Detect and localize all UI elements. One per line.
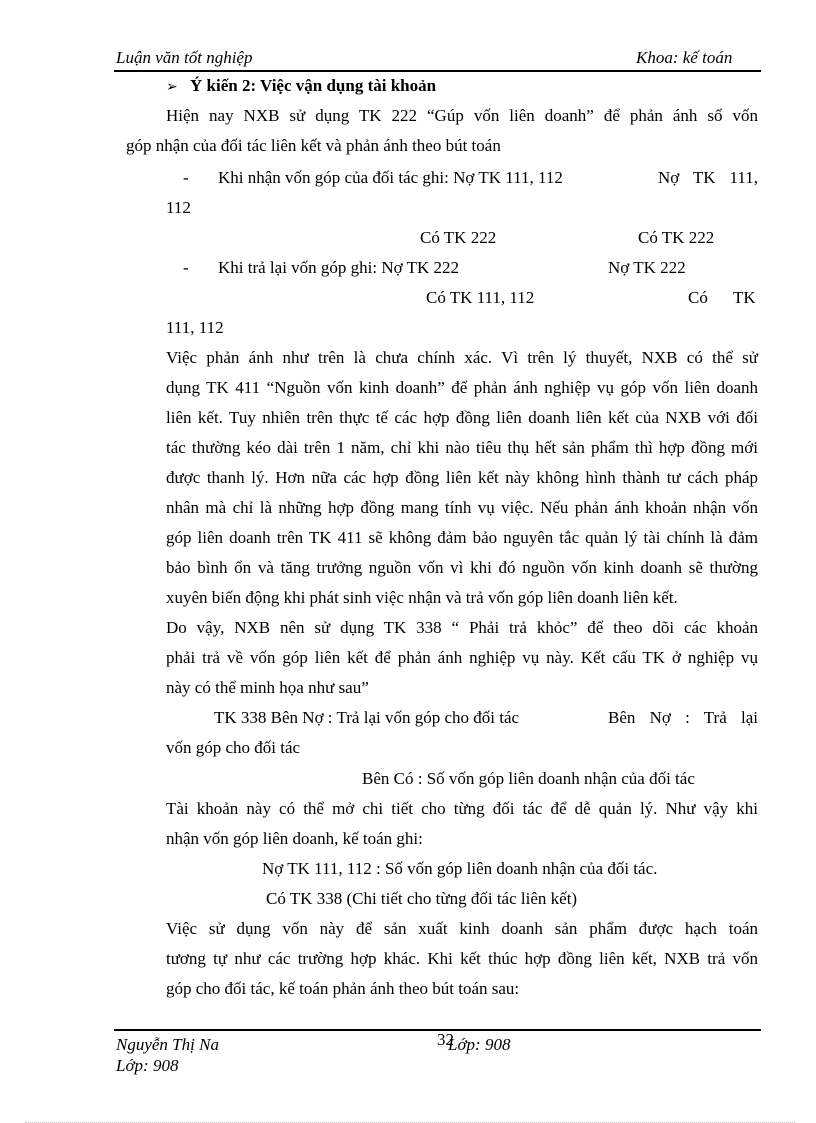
entry-credit-dup: Có	[688, 288, 708, 307]
footer-class: Lớp: 908	[448, 1035, 511, 1054]
entry-debit-dup: Nợ TK 111,	[658, 168, 758, 187]
entry-label: Khi trả lại vốn góp ghi: Nợ TK 222	[218, 258, 459, 277]
journal-credit: Có TK 338 (Chi tiết cho từng đối tác liên kết)	[266, 889, 578, 908]
entry-continuation: 112	[166, 198, 191, 217]
paragraph-line: dụng TK 411 “Nguồn vốn kinh doanh” để phản ánh nghiệp vụ góp vốn liên doanh	[166, 378, 758, 397]
entry-dash: -	[183, 258, 189, 277]
paragraph-line: góp cho đối tác, kế toán phản ánh theo bút toán sau:	[166, 979, 520, 998]
entry-debit-dup: Nợ TK 222	[608, 258, 686, 277]
paragraph-line: Tài khoản này có thể mở chi tiết cho từng đối tác để dễ quản lý. Như vậy khi	[166, 799, 758, 818]
entry-credit-dup: Có TK 222	[638, 228, 715, 247]
section-title: Ý kiến 2: Việc vận dụng tài khoản	[190, 76, 437, 95]
entry-label: Khi nhận vốn góp của đối tác ghi: Nợ TK 111, 112	[218, 168, 563, 187]
paragraph-line: này có thể minh họa như sau”	[166, 678, 369, 697]
paragraph-line: Hiện nay NXB sử dụng TK 222 “Gúp vốn liên doanh” để phản ánh số vốn	[166, 106, 758, 125]
entry-continuation: 111, 112	[166, 318, 224, 337]
paragraph-line: nhận vốn góp liên doanh, kế toán ghi:	[166, 829, 423, 848]
paragraph-line: nhân mà chỉ là những hợp đồng mang tính vụ việc. Nếu phản ánh khoản nhận vốn	[166, 498, 758, 517]
paragraph-line: Do vậy, NXB nên sử dụng TK 338 “ Phải trả khỏc” để theo dõi các khoản	[166, 618, 758, 637]
tk338-debit-dup: Bên Nợ : Trả lại	[608, 708, 758, 727]
entry-credit: Có TK 222	[420, 228, 497, 247]
arrow-bullet-icon: ➢	[166, 80, 178, 95]
paragraph-line: liên kết. Tuy nhiên trên thực tế các hợp đồng liên doanh liên kết của NXB với đối	[166, 408, 758, 427]
tk338-continuation: vốn góp cho đối tác	[166, 738, 301, 757]
paragraph-line: xuyên biến động khi phát sinh việc nhận và trả vốn góp liên doanh liên kết.	[166, 588, 678, 607]
paragraph-line: phải trả về vốn góp liên kết để phản ánh nghiệp vụ này. Kết cấu TK ở nghiệp vụ	[166, 648, 758, 667]
footer-author: Nguyễn Thị Na	[116, 1035, 219, 1054]
header-rule	[114, 70, 761, 72]
paragraph-line: Việc sử dụng vốn này để sản xuất kinh doanh sản phẩm được hạch toán	[166, 919, 758, 938]
entry-dash: -	[183, 168, 189, 187]
header-department: Khoa: kế toán	[636, 48, 733, 67]
journal-debit: Nợ TK 111, 112 : Số vốn góp liên doanh nhận của đối tác.	[262, 859, 658, 878]
paragraph-line: bảo bình ổn và tăng trưởng nguồn vốn vì khi đó nguồn vốn kinh doanh sẽ thường	[166, 558, 758, 577]
entry-credit: Có TK 111, 112	[426, 288, 535, 307]
footer-class-secondary: Lớp: 908	[116, 1056, 179, 1075]
paragraph-line: được thanh lý. Hơn nữa các hợp đồng liên kết này không hình thành tư cách pháp	[166, 468, 758, 487]
paragraph-line: góp nhận của đối tác liên kết và phản ánh theo bút toán	[126, 136, 501, 155]
paragraph-line: Việc phản ánh như trên là chưa chính xác. Vì trên lý thuyết, NXB có thể sử	[166, 348, 758, 367]
entry-credit-dup: TK	[733, 288, 756, 307]
paragraph-line: góp liên doanh trên TK 411 sẽ không đảm bảo nguyên tắc quản lý tài chính là đảm	[166, 528, 758, 547]
tk338-credit: Bên Có : Số vốn góp liên doanh nhận của đối tác	[362, 769, 695, 788]
header-title: Luận văn tốt nghiệp	[116, 48, 253, 67]
page-number: 32	[437, 1030, 454, 1049]
paragraph-line: tác thường kéo dài trên 1 năm, chỉ khi nào tiêu thụ hết sản phẩm thì hợp đồng mới	[166, 438, 758, 457]
tk338-debit: TK 338 Bên Nợ : Trả lại vốn góp cho đối tác	[214, 708, 520, 727]
paragraph-line: tương tự như các trường hợp khác. Khi kết thúc hợp đồng liên kết, NXB trả vốn	[166, 949, 758, 968]
